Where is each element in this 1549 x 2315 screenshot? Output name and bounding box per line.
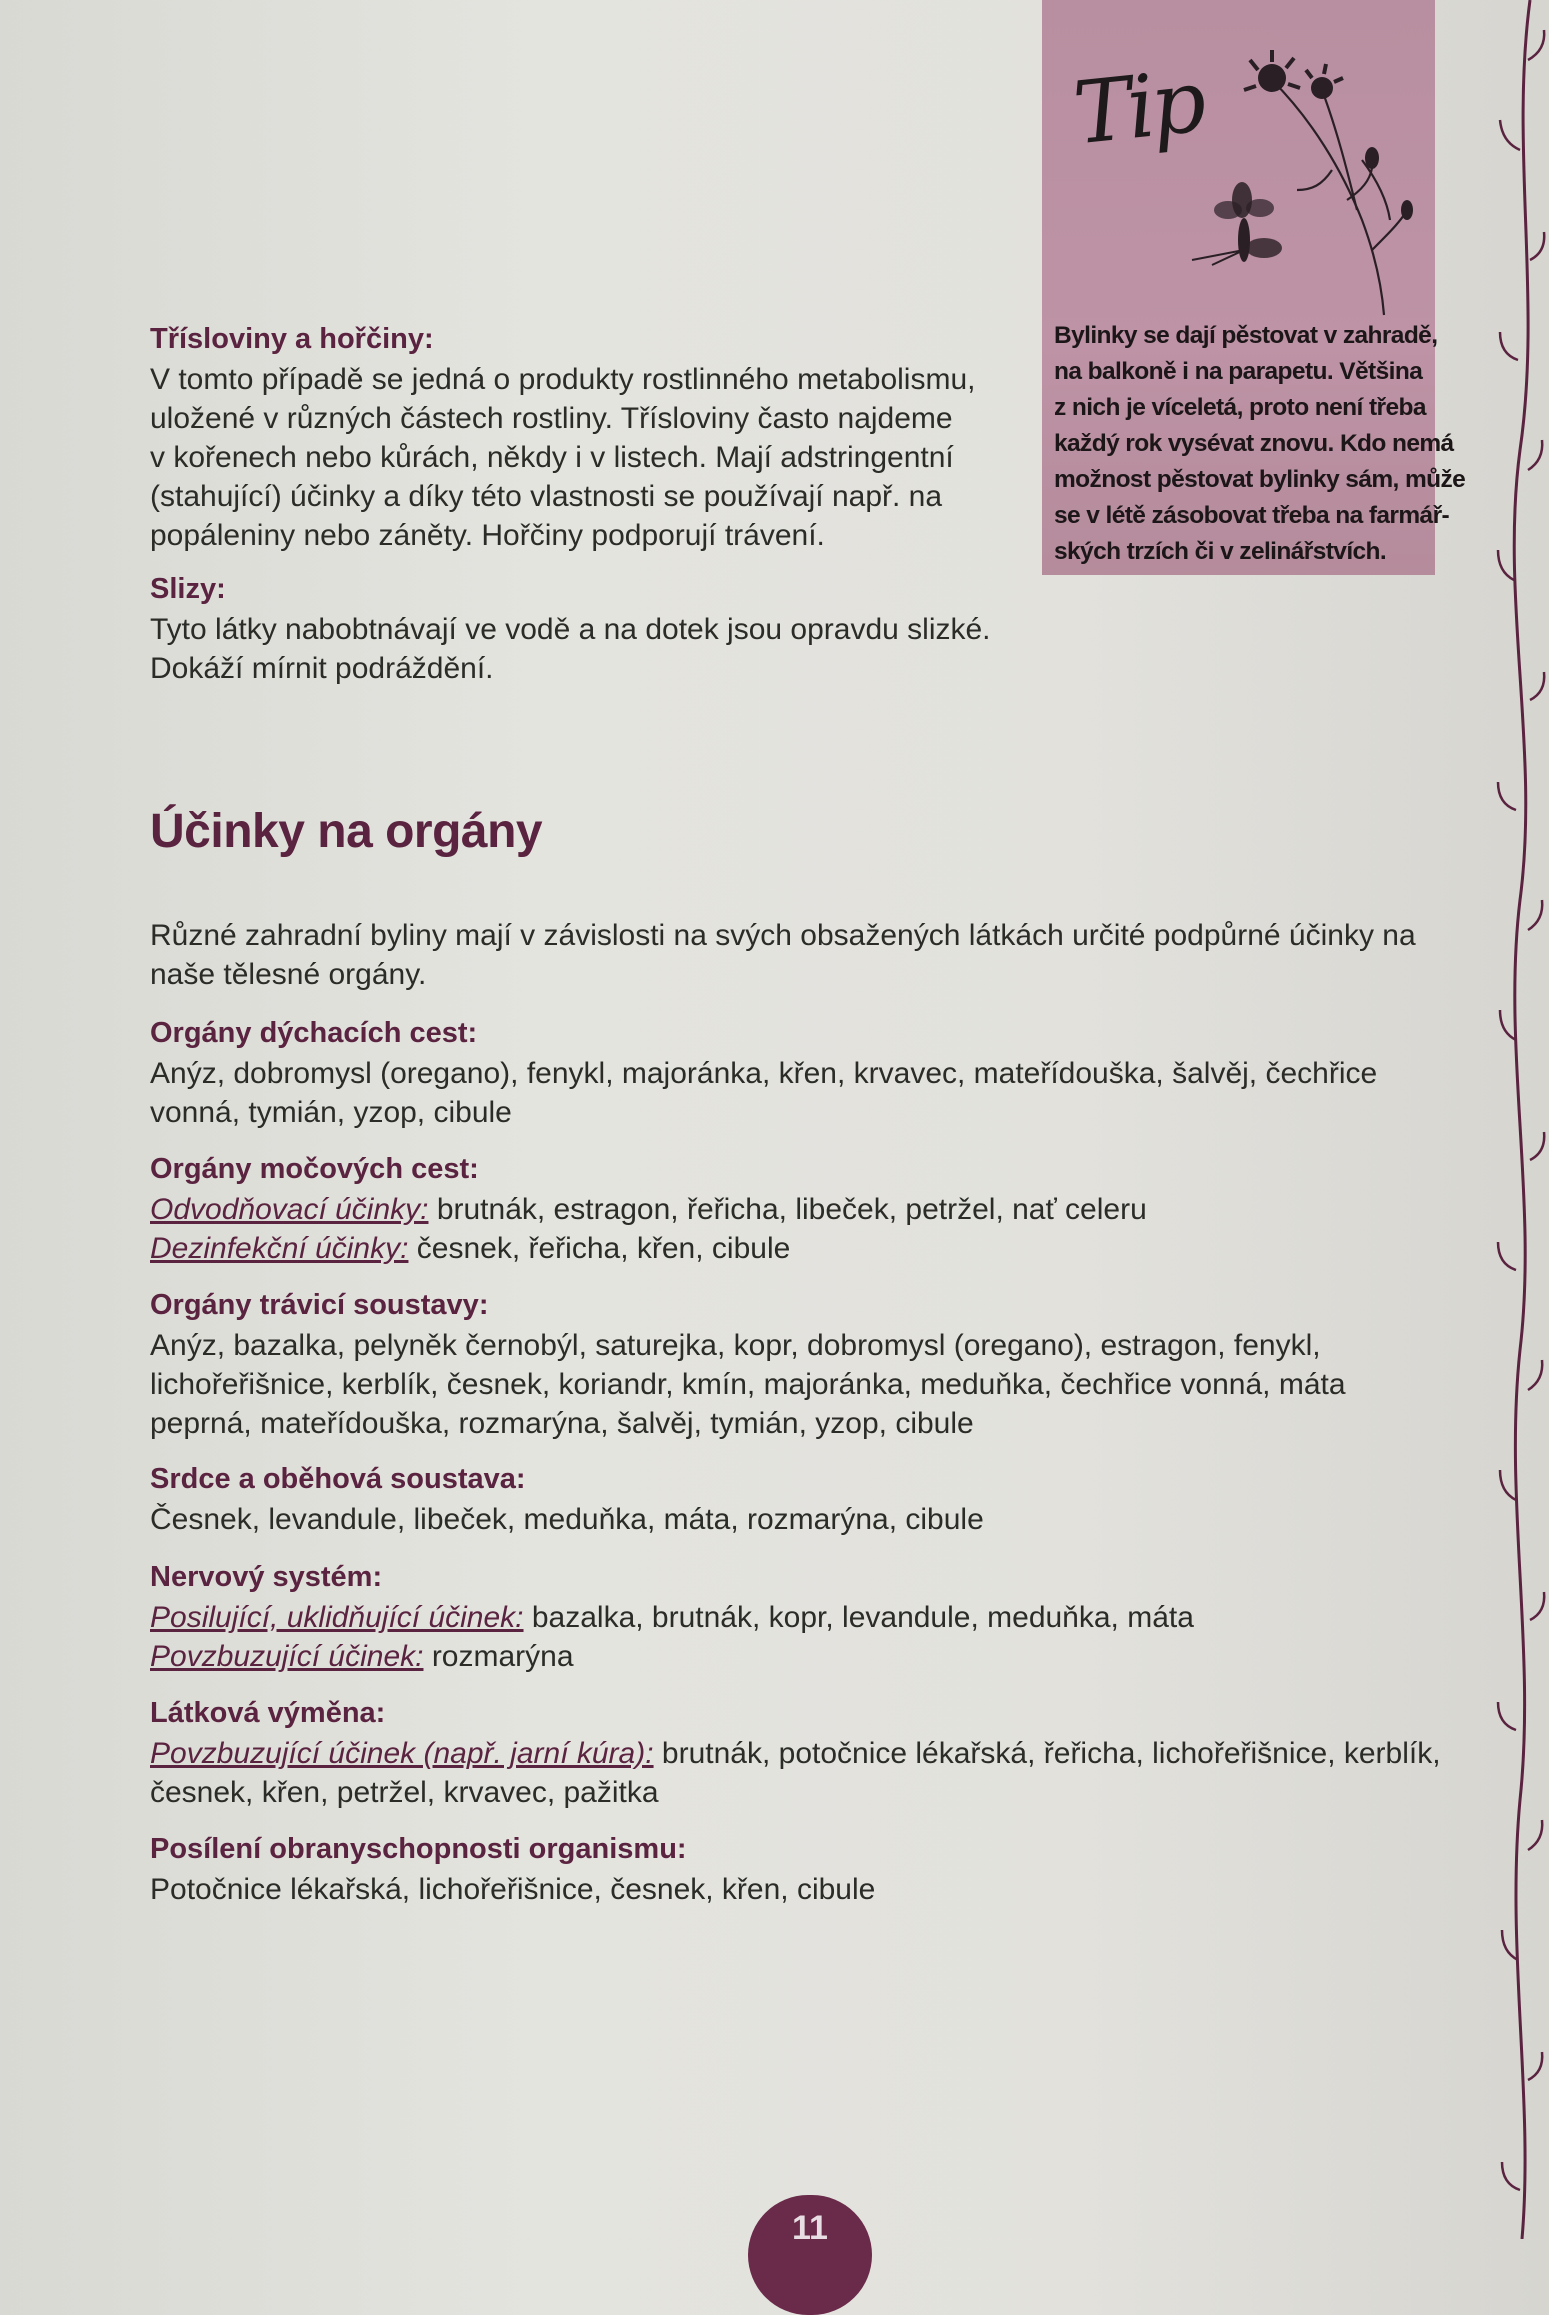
effect-text: brutnák, estragon, řeřicha, libeček, petržel, nať celeru — [428, 1193, 1147, 1226]
text-line — [150, 1229, 1147, 1268]
organs-urinary — [150, 1150, 1147, 1268]
text-line: Různé zahradní byliny mají v závislosti na svých obsažených látkách určité podpůrné účinky na — [150, 919, 1416, 952]
text-line: uložené v různých částech rostliny. Třísloviny často najdeme — [150, 402, 953, 435]
tip-text — [1054, 318, 1466, 570]
vine-border-icon — [1490, 0, 1549, 2239]
effect-text: rozmarýna — [423, 1640, 574, 1673]
section-label: Slizy: — [150, 573, 226, 605]
organs-nervous — [150, 1558, 1194, 1676]
text-line — [150, 1734, 1441, 1773]
organs-immunity — [150, 1830, 875, 1909]
section-label: Látková výměna: — [150, 1697, 386, 1729]
effect-text: brutnák, potočnice lékařská, řeřicha, lichořeřišnice, kerblík, — [653, 1737, 1441, 1770]
tip-line: možnost pěstovat bylinky sám, může — [1054, 466, 1466, 493]
section-label: Orgány trávicí soustavy: — [150, 1289, 489, 1321]
text-line — [150, 1598, 1194, 1637]
effect-label: Dezinfekční účinky: — [150, 1232, 409, 1265]
text-line: naše tělesné orgány. — [150, 958, 427, 991]
tip-line: každý rok vysévat znovu. Kdo nemá — [1054, 430, 1454, 457]
text-line: popáleniny nebo záněty. Hořčiny podporují trávení. — [150, 519, 825, 552]
text-line: Česnek, levandule, libeček, meduňka, máta, rozmarýna, cibule — [150, 1503, 984, 1536]
organs-heart — [150, 1460, 984, 1539]
section-label: Posílení obranyschopnosti organismu: — [150, 1833, 687, 1865]
section-text — [150, 1870, 875, 1909]
section-mucilage — [150, 570, 991, 688]
effect-label: Odvodňovací účinky: — [150, 1193, 429, 1226]
effect-text: česnek, řeřicha, křen, cibule — [408, 1232, 791, 1265]
section-label: Třísloviny a hořčiny: — [150, 323, 434, 355]
organs-metabolism — [150, 1694, 1441, 1812]
text-line: Anýz, bazalka, pelyněk černobýl, saturejka, kopr, dobromysl (oregano), estragon, fenykl, — [150, 1329, 1321, 1362]
section-label: Srdce a oběhová soustava: — [150, 1463, 526, 1495]
text-line: lichořeřišnice, kerblík, česnek, koriandr, kmín, majoránka, meduňka, čechřice vonná, máta — [150, 1368, 1346, 1401]
section-label: Orgány dýchacích cest: — [150, 1017, 478, 1049]
section-label: Orgány močových cest: — [150, 1153, 479, 1185]
text-line: Anýz, dobromysl (oregano), fenykl, majoránka, křen, krvavec, mateřídouška, šalvěj, čechřice — [150, 1057, 1378, 1090]
intro-text — [150, 916, 1416, 994]
tip-line: z nich je víceletá, proto není třeba — [1054, 394, 1426, 421]
text-line: Tyto látky nabobtnávají ve vodě a na dotek jsou opravdu slizké. — [150, 613, 991, 646]
tip-box — [1042, 0, 1466, 575]
section-text — [150, 360, 975, 555]
section-text — [150, 1326, 1346, 1443]
page-number-badge — [748, 2195, 872, 2315]
section-label: Nervový systém: — [150, 1561, 383, 1593]
text-line: Dokáží mírnit podráždění. — [150, 652, 494, 685]
text-line: V tomto případě se jedná o produkty rostlinného metabolismu, — [150, 363, 976, 396]
flower-illustration-icon — [1172, 50, 1422, 320]
tip-line: ských trzích či v zelinářstvích. — [1054, 538, 1387, 565]
text-line: peprná, mateřídouška, rozmarýna, šalvěj, tymián, yzop, cibule — [150, 1407, 974, 1440]
page-heading: Účinky na orgány — [150, 805, 543, 858]
effect-label: Posilující, uklidňující účinek: — [150, 1601, 524, 1634]
text-line — [150, 1190, 1147, 1229]
section-text — [150, 1190, 1147, 1268]
page-number: 11 — [792, 2209, 828, 2247]
effect-label: Povzbuzující účinek (např. jarní kúra): — [150, 1737, 654, 1770]
section-text — [150, 1734, 1441, 1812]
section-text — [150, 1598, 1194, 1676]
text-line — [150, 1637, 1194, 1676]
effect-label: Povzbuzující účinek: — [150, 1640, 424, 1673]
section-text — [150, 1500, 984, 1539]
tip-line: Bylinky se dají pěstovat v zahradě, — [1054, 322, 1438, 349]
organs-respiratory — [150, 1014, 1377, 1132]
text-line: (stahující) účinky a díky této vlastnosti se používají např. na — [150, 480, 943, 513]
section-text — [150, 610, 991, 688]
effect-text: bazalka, brutnák, kopr, levandule, meduňka, máta — [523, 1601, 1194, 1634]
tip-title: Tip — [1069, 51, 1207, 165]
text-line: v kořenech nebo kůrách, někdy i v listech. Mají adstringentní — [150, 441, 954, 474]
section-text — [150, 1054, 1377, 1132]
text-line: Potočnice lékařská, lichořeřišnice, česnek, křen, cibule — [150, 1873, 876, 1906]
organs-digestive — [150, 1286, 1346, 1443]
text-line: vonná, tymián, yzop, cibule — [150, 1096, 512, 1129]
tip-line: se v létě zásobovat třeba na farmář- — [1054, 502, 1450, 529]
text-line: česnek, křen, petržel, krvavec, pažitka — [150, 1776, 659, 1809]
section-tannins — [150, 320, 975, 555]
tip-line: na balkoně i na parapetu. Většina — [1054, 358, 1423, 385]
